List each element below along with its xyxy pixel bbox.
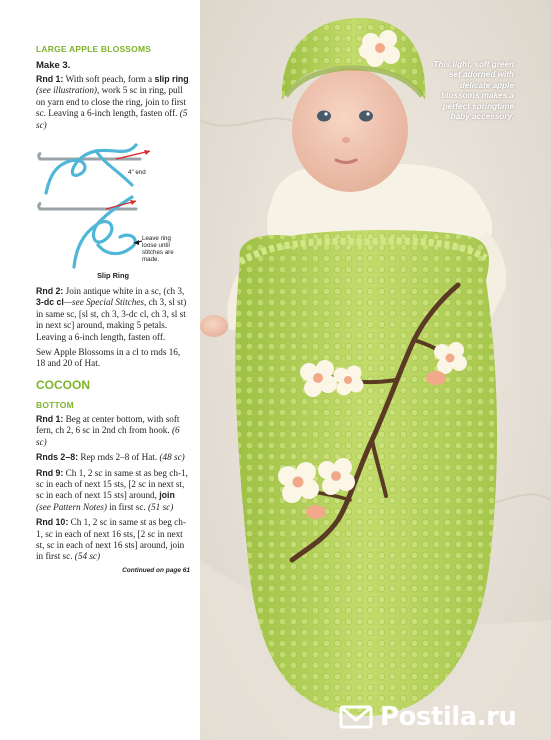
label-four-inch-end: 4" end [128, 169, 146, 177]
term-3dc-cluster: 3-dc cl [36, 297, 64, 308]
make-count: Make 3. [36, 60, 71, 71]
term-slip-ring: slip ring [154, 74, 189, 84]
round-label: Rnd 2: [36, 286, 64, 297]
section-heading-large-apple-blossoms: LARGE APPLE BLOSSOMS [36, 44, 152, 54]
round-2-instruction: Rnd 2: Join antique white in a sc, (ch 3, 3-dc cl—see Special Stitches, ch 3, sl st) in same sc, [sl st, ch 3, 3-dc cl, ch 3, sl st in next sc] around, making 5 petals. Leaving a 6-inch length, fasten off. [36, 286, 187, 342]
section-heading-bottom: BOTTOM [36, 399, 74, 410]
stitch-count: (54 sc) [74, 551, 101, 562]
bottom-round-1: Rnd 1: Beg at center bottom, with soft fern, ch 2, 6 sc in 2nd ch from hook. (6 sc) [36, 413, 180, 447]
stitch-count: (5 sc) [36, 108, 188, 130]
bottom-round-9: Rnd 9: Ch 1, 2 sc in same st as beg ch-1, sc in each of next 15 sts, [2 sc in next st, sc in each of next 15 sts] around, join (see Pattern Notes) in first sc. (51 sc) [36, 467, 188, 512]
postila-logo-icon [338, 702, 374, 732]
section-heading-cocoon: COCOON [36, 377, 90, 392]
slip-ring-illustration-step1 [36, 135, 190, 195]
stitch-count: (48 sc) [159, 452, 185, 463]
round-label: Rnd 9: [36, 467, 64, 478]
sew-instruction: Sew Apple Blossoms in a cl to rnds 16, 18 and 20 of Hat. [36, 347, 181, 369]
figure-caption-slip-ring: Slip Ring [96, 271, 130, 281]
label-leave-ring-loose: Leave ring loose until stitches are made. [142, 235, 174, 264]
bottom-rounds-2-8: Rnds 2–8: Rep rnds 2–8 of Hat. (48 sc) [36, 452, 185, 463]
slip-ring-illustration-step2 [36, 195, 190, 269]
stitch-count: (6 sc) [36, 425, 180, 447]
watermark-text: Postila.ru [380, 702, 517, 732]
round-1-instruction: Rnd 1: With soft peach, form a slip ring (see illustration), work 5 sc in ring, pull on yarn end to close the ring, join to first sc. Leaving a 6-inch length, fasten off. (5 sc) [36, 74, 189, 130]
term-join: join [159, 490, 175, 501]
baby-hand [200, 315, 228, 337]
round-label: Rnd 10: [36, 517, 69, 528]
hook-and-loop-diagram [36, 135, 186, 195]
stitch-count: (51 sc) [148, 501, 174, 512]
blossom-cluster-middle [300, 360, 364, 397]
round-label: Rnds 2–8: [36, 452, 79, 463]
round-label: Rnd 1: [36, 413, 64, 424]
bottom-round-10: Rnd 10: Ch 1, 2 sc in same st as beg ch-1, sc in each of next 16 sts, [2 sc in next st, sc in each of next 16 sts] around, join in first sc. (54 sc) [36, 517, 186, 562]
baby-face [292, 68, 408, 192]
photo-caption: This light, soft green set adorned with delicate apple blossoms makes a perfect springtime baby accessory. [433, 60, 514, 122]
continued-on-page: Continued on page 61 [122, 566, 190, 574]
pattern-text-column [0, 0, 200, 740]
round-label: Rnd 1: [36, 74, 64, 84]
